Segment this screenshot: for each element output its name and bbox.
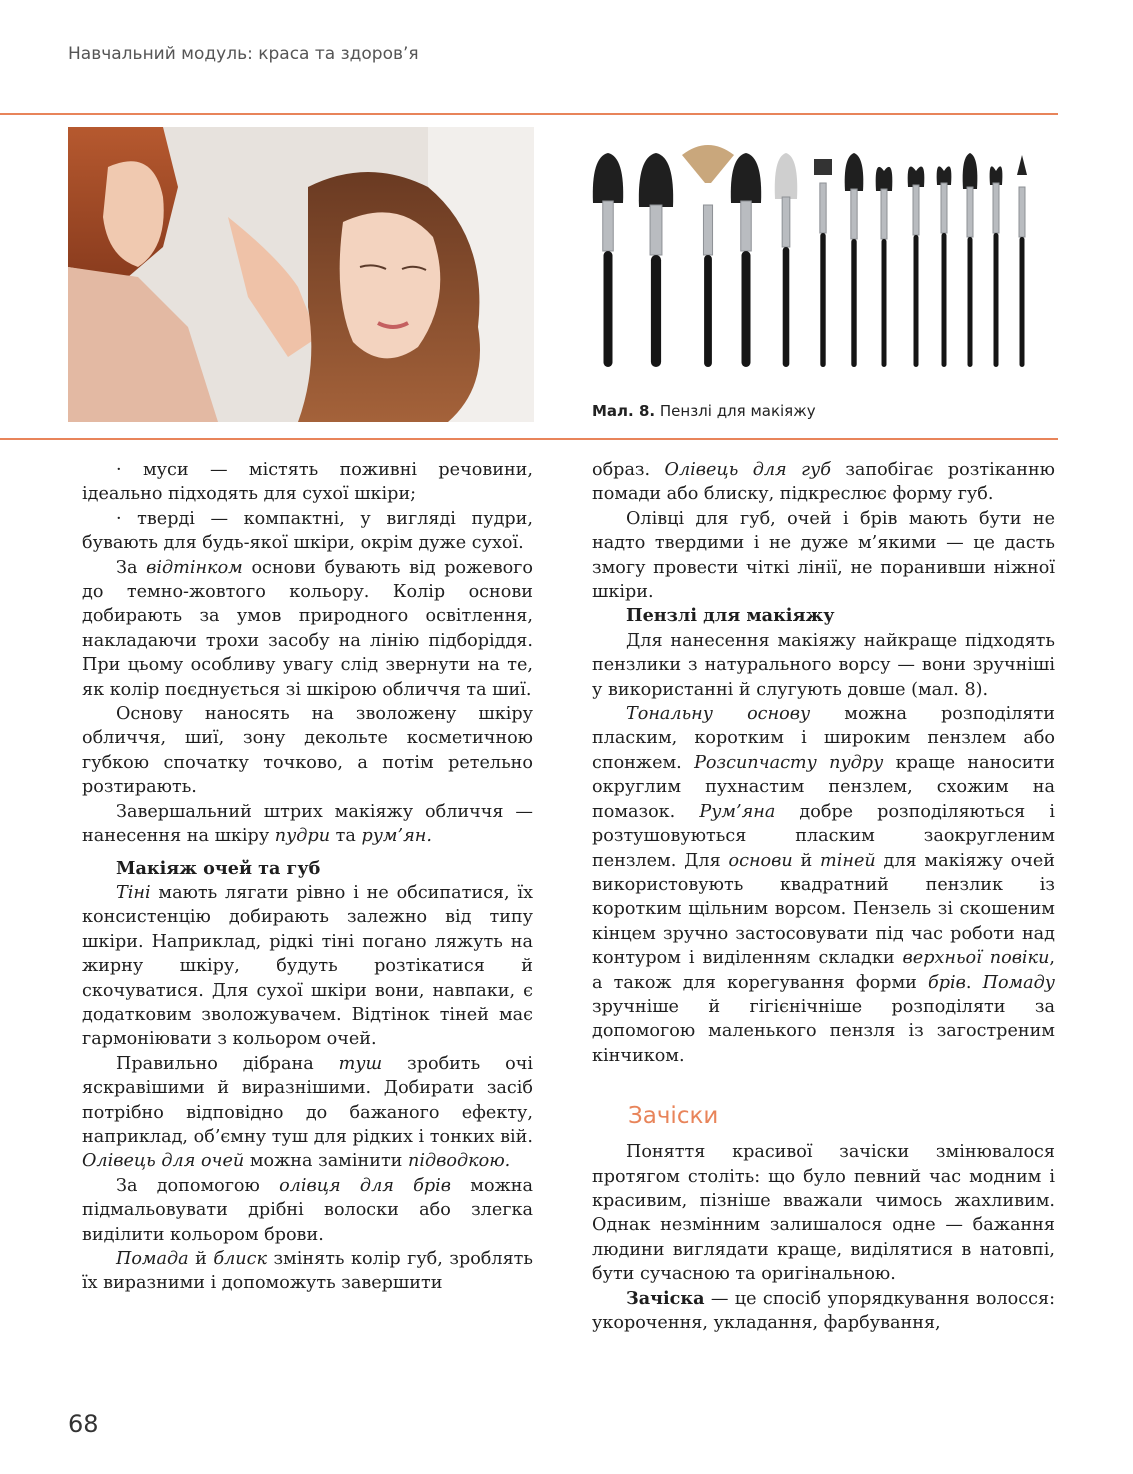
paragraph <box>82 556 533 702</box>
subheading-brushes: Пензлі для макіяжу <box>626 605 835 627</box>
page-header-title: Навчальний модуль: краса та здоров’я <box>68 44 419 64</box>
text: для макіяжу очей використовують квадратний пензлик із коротким щільним ворсом. Пензель зі скошеним кінцем зручно застосовувати під час роботи над контуром і виділенням складки <box>592 850 1056 969</box>
bold-term: Зачіска <box>626 1287 705 1309</box>
text: · тверді — компактні, у вигляді пудри, бувають для будь-якої шкіри, окрім дуже сухої. <box>82 508 533 554</box>
brush-icon <box>990 166 1003 367</box>
subheading-eyes-lips: Макіяж очей та губ <box>116 857 321 879</box>
italic-term: відтінком <box>146 557 243 578</box>
text: образ. <box>592 460 665 480</box>
text: Для нанесення макіяжу найкраще підходять пензлики з натурального ворсу — вони зручніші у використанні й слугують довше (мал. 8). <box>592 630 1055 700</box>
paragraph <box>82 1247 533 1296</box>
brush-icon <box>682 145 734 367</box>
italic-term: брів <box>928 972 966 993</box>
text: За допомогою <box>116 1175 280 1196</box>
figure-caption-text: Пензлі для макіяжу <box>659 402 816 420</box>
brush-icon <box>1017 155 1027 367</box>
paragraph <box>82 458 533 507</box>
italic-term: пудри <box>274 826 331 847</box>
text: зручніше й гігієнічніше розподіляти за допомогою маленького пензля із загостреним кінчиком. <box>592 996 1055 1066</box>
text: · муси — містять поживні речовини, ідеально підходять для сухої шкіри; <box>82 460 533 505</box>
right-column <box>592 458 1055 1335</box>
paragraph <box>592 1140 1055 1286</box>
text: Правильно дібрана <box>116 1053 339 1074</box>
text: Олівці для губ, очей і брів мають бути не надто твердими і не дуже м’якими — це дасть змогу провести чіткі лінії, не поранивши ніжної шкіри. <box>592 508 1055 603</box>
makeup-brushes-image <box>586 127 1058 389</box>
text: , а також для корегування форми <box>592 948 1055 993</box>
italic-term: Тіні <box>116 882 151 903</box>
paragraph <box>82 702 533 800</box>
section-title-hairstyles: Зачіски <box>628 1103 719 1130</box>
paragraph <box>82 800 533 849</box>
paragraph <box>592 629 1055 702</box>
text: й <box>188 1249 214 1269</box>
italic-term: блиск <box>213 1249 267 1269</box>
header-divider <box>0 113 1058 115</box>
figure-caption-label: Мал. 8. <box>592 402 656 420</box>
paragraph <box>82 881 533 1052</box>
italic-term: Рум’яна <box>699 801 776 822</box>
brush-icon <box>876 167 893 367</box>
left-column <box>82 458 533 1296</box>
text: мають лягати рівно і не обсипатися, їх консистенцію добирають залежно від типу шкіри. Наприклад, рідкі тіні погано ляжуть на жирну шкіру, будуть розтікатися й скочуватися. Для сухої шкіри вони, навпаки, є додатковим зволожувачем. Відтінок тіней має гармоніювати з кольором очей. <box>82 882 533 1050</box>
text: краще наносити округлим пухнастим пензлем, схожим на помазок. <box>592 752 1055 822</box>
paragraph <box>592 702 1055 1068</box>
italic-term: тіней <box>820 850 876 871</box>
paragraph <box>82 507 533 556</box>
italic-term: верхньої повіки <box>902 948 1050 969</box>
brush-icon <box>814 159 832 367</box>
italic-term: основи <box>728 850 793 871</box>
text: добре розподіляються і розтушовуються пласким заокругленим пензлем. Для <box>592 801 1055 871</box>
italic-term: Розсипчасту пудру <box>694 752 884 773</box>
content-divider <box>0 438 1058 440</box>
italic-term: Олівець для очей <box>82 1151 245 1172</box>
italic-term: підводкою. <box>408 1151 511 1172</box>
paragraph <box>592 507 1055 605</box>
brush-icon <box>963 153 978 367</box>
page-number: 68 <box>68 1410 99 1438</box>
brush-icon <box>845 153 864 367</box>
text: . <box>965 972 983 993</box>
text: За <box>116 557 147 578</box>
text: запобігає розтіканню помади або блиску, підкреслює форму губ. <box>592 460 1055 505</box>
text: Завершальний штрих макіяжу обличчя — нанесення на шкіру <box>82 801 533 847</box>
text: Основу наносять на зволожену шкіру обличчя, шиї, зону декольте косметичною губкою спочатку точково, а потім ретельно розтирають. <box>82 704 533 798</box>
italic-term: рум’ян. <box>361 826 432 847</box>
text: Поняття красивої зачіски змінювалося протягом століть: що було певний час модним і красивим, пізніше вважали чимось жахливим. Однак незмінним залишалося одне — бажання людини виглядати краще, виділятися в натовпі, бути сучасною та оригінальною. <box>592 1142 1055 1285</box>
text: та <box>330 826 362 847</box>
text: змінять колір губ, зроблять їх виразними і допоможуть завершити <box>82 1249 533 1294</box>
brush-icon <box>639 153 673 367</box>
brush-icon <box>731 153 761 367</box>
italic-term: Помада <box>116 1249 189 1269</box>
brush-icon <box>775 153 798 367</box>
paragraph <box>82 1052 533 1174</box>
italic-term: туш <box>338 1053 383 1074</box>
italic-term: олівця для брів <box>279 1175 452 1196</box>
figure-caption <box>592 402 816 420</box>
makeup-artist-photo <box>68 127 534 422</box>
brush-icon <box>937 166 952 367</box>
text: можна підмальовувати дрібні волоски або злегка виділити кольором брови. <box>82 1175 533 1245</box>
paragraph <box>592 458 1055 507</box>
paragraph <box>592 1287 1055 1336</box>
text: — це спосіб упорядкування волосся: укорочення, укладання, фарбування, <box>592 1288 1055 1333</box>
brush-icon <box>908 167 925 367</box>
italic-term: Тональну основу <box>626 704 811 725</box>
text: й <box>792 850 821 871</box>
text: можна розподіляти пласким, коротким і широким пензлем або спонжем. <box>592 704 1055 773</box>
text: зробить очі яскравішими й виразнішими. Добирати засіб потрібно відповідно до бажаного ефекту, наприклад, об’ємну туш для рідких і тонких вій. <box>82 1053 533 1147</box>
italic-term: Помаду <box>982 972 1055 993</box>
text: основи бувають від рожевого до темно-жовтого кольору. Колір основи добирають за умов природного освітлення, накладаючи трохи засобу на лінію підборіддя. При цьому особливу увагу слід звернути на те, як колір поєднується зі шкірою обличчя та шиї. <box>82 557 533 700</box>
brush-icon <box>593 153 623 367</box>
paragraph <box>82 1174 533 1247</box>
text: можна замінити <box>244 1151 408 1172</box>
italic-term: Олівець для губ <box>664 460 831 480</box>
